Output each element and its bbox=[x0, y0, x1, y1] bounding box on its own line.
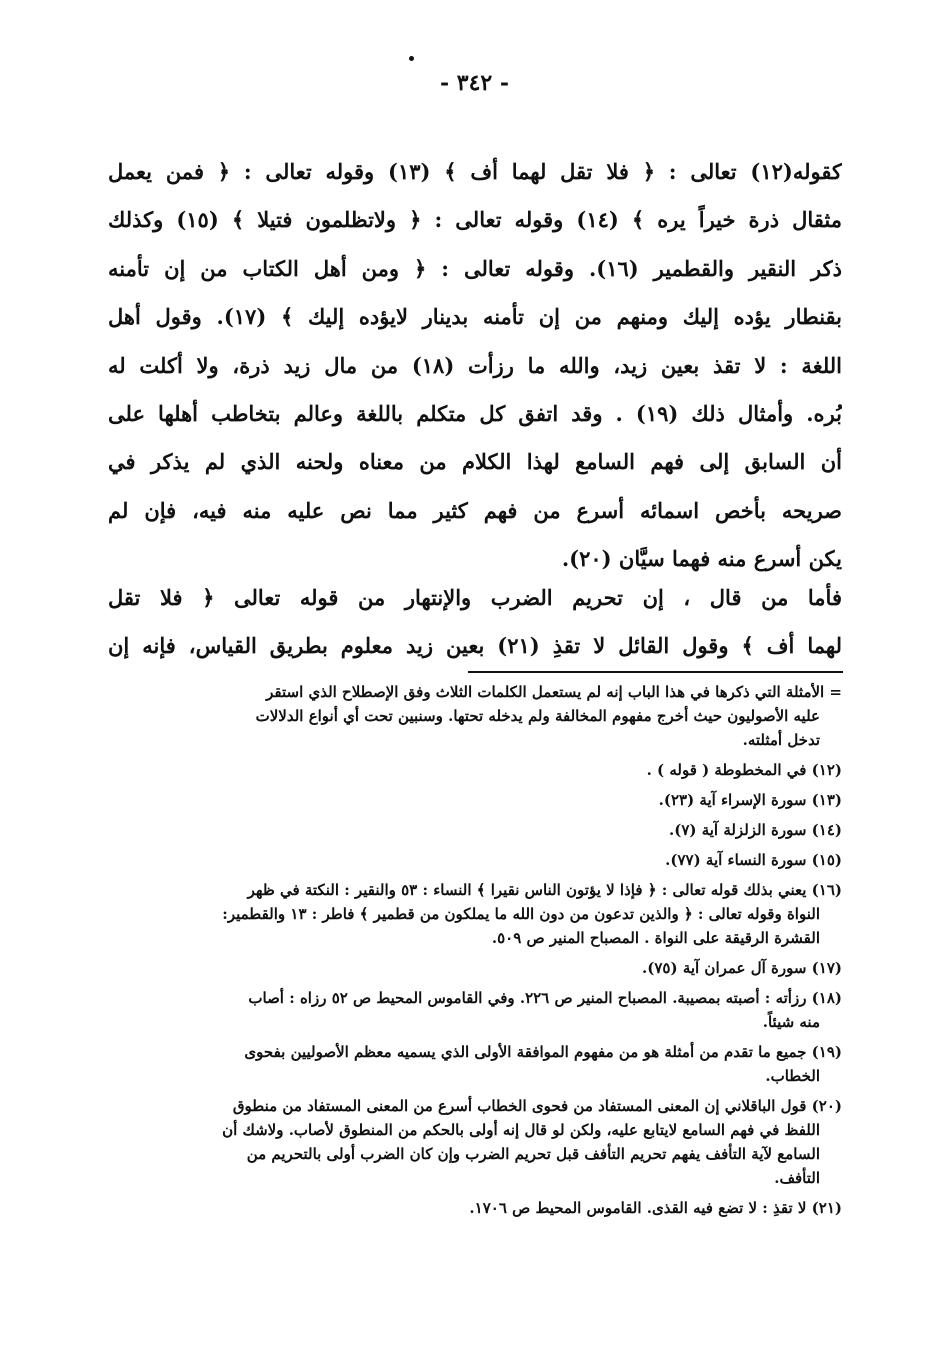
footnote-line: (١٣) سورة الإسراء آية (٢٣). bbox=[658, 791, 842, 809]
footnote-continued bbox=[118, 680, 842, 752]
page-number: - ٣٤٢ - bbox=[439, 70, 510, 96]
ink-dot bbox=[409, 56, 414, 61]
footnote-line: الخطاب. bbox=[765, 1067, 820, 1085]
footnote-line: السامع لآية التأفف يفهم تحريم التأفف قبل تحريم الضرب وإن كان الضرب أولى بالتحريم من bbox=[246, 1145, 820, 1163]
footnote-21 bbox=[118, 1196, 842, 1220]
footnote-19 bbox=[118, 1040, 842, 1088]
main-line: صريحه بأخص اسمائه أسرع من فهم كثير مما نص عليه منه فيه، فإن لم bbox=[108, 497, 842, 523]
footnote-14 bbox=[118, 818, 842, 842]
main-line: اللغة : لا تقذ بعين زيد، والله ما رزأت (١٨) من مال زيد ذرة، ولا أكلت له bbox=[108, 352, 842, 378]
main-line: ذكر النقير والقطمير (١٦). وقوله تعالى : ﴿ ومن أهل الكتاب من إن تأمنه bbox=[108, 255, 842, 281]
main-line: بُره. وأمثال ذلك (١٩) . وقد اتفق كل متكلم باللغة وعالم بتخاطب أهلها على bbox=[108, 400, 842, 426]
footnote-line: (٢٠) قول الباقلاني إن المعنى المستفاد من فحوى الخطاب أسرع من المعنى المستفاد من منطوق bbox=[232, 1097, 842, 1115]
footnote-line: (١٦) يعني بذلك قوله تعالى : ﴿ فإذا لا يؤتون الناس نقيرا ﴾ النساء : ٥٣ والنقير : النكتة في ظهر bbox=[247, 881, 842, 899]
footnote-line: (١٩) جميع ما تقدم من أمثلة هو من مفهوم الموافقة الأولى الذي يسميه معظم الأصوليين بفحوى bbox=[244, 1043, 842, 1061]
footnote-line: التأفف. bbox=[774, 1169, 820, 1187]
footnote-13 bbox=[118, 788, 842, 812]
footnote-separator bbox=[468, 671, 843, 673]
footnote-17 bbox=[118, 956, 842, 980]
footnote-line: (١٨) رزأته : أصبته بمصيبة. المصباح المنير ص ٢٢٦. وفي القاموس المحيط ص ٥٢ رزاه : أصاب bbox=[248, 989, 842, 1007]
footnote-line: النواة وقوله تعالى : ﴿ والذين تدعون من دون الله ما يملكون من قطمير ﴾ فاطر : ١٣ والقطمير: bbox=[222, 905, 820, 923]
second-paragraph bbox=[108, 574, 842, 670]
footnote-line: القشرة الرقيقة على النواة . المصباح المنير ص ٥٠٩. bbox=[491, 929, 820, 947]
footnote-line: (١٢) في المخطوطة ( قوله ) . bbox=[646, 761, 842, 779]
footnote-line: (١٥) سورة النساء آية (٧٧). bbox=[665, 851, 842, 869]
footnote-line: تدخل أمثلته. bbox=[742, 731, 820, 749]
main-line: كقوله(١٢) تعالى : ﴿ فلا تقل لهما أف ﴾ (١٣) وقوله تعالى : ﴿ فمن يعمل bbox=[108, 159, 842, 184]
footnotes bbox=[118, 680, 842, 1220]
footnote-18 bbox=[118, 986, 842, 1034]
footnote-15 bbox=[118, 848, 842, 872]
main-paragraph bbox=[108, 148, 842, 584]
main-line: أن السابق إلى فهم السامع لهذا الكلام من معناه ولحنه الذي لم يذكر في bbox=[108, 449, 842, 475]
footnote-line: عليه الأصوليون حيث أخرج مفهوم المخالفة ولم يدخله تحتها. وسنبين تحت أي أنواع الدلالات bbox=[255, 707, 820, 725]
main-line: بقنطار يؤده إليك ومنهم من إن تأمنه بدينار لايؤده إليك ﴾ (١٧). وقول أهل bbox=[108, 304, 842, 330]
footnote-line: اللفظ في فهم السامع لايتابع عليه، ولكن لو قال إنه أولى بالحكم من المنطوق لأصاب. ولاشك أن bbox=[222, 1121, 820, 1139]
footnote-12 bbox=[118, 758, 842, 782]
second-paragraph-line: فأما من قال ، إن تحريم الضرب والإنتهار من قوله تعالى ﴿ فلا تقل bbox=[108, 585, 842, 610]
second-paragraph-line: لهما أف ﴾ وقول القائل لا تقذِ (٢١) بعين زيد معلوم بطريق القياس، فإنه إن bbox=[108, 633, 842, 658]
footnote-line: (١٧) سورة آل عمران آية (٧٥). bbox=[642, 959, 842, 977]
footnote-line: (١٤) سورة الزلزلة آية (٧). bbox=[669, 821, 842, 839]
main-line: يكن أسرع منه فهما سيَّان (٢٠). bbox=[561, 546, 842, 572]
footnote-line: = الأمثلة التي ذكرها في هذا الباب إنه لم يستعمل الكلمات الثلاث وفق الإصطلاح الذي استقر bbox=[266, 683, 842, 701]
footnote-16 bbox=[118, 878, 842, 950]
footnote-line: منه شيئاً. bbox=[762, 1013, 820, 1031]
footnote-20 bbox=[118, 1094, 842, 1190]
footnote-line: (٢١) لا تقذِ : لا تضع فيه القذى. القاموس المحيط ص ١٧٠٦. bbox=[469, 1199, 842, 1217]
main-line: مثقال ذرة خيراً يره ﴾ (١٤) وقوله تعالى : ﴿ ولاتظلمون فتيلا ﴾ (١٥) وكذلك bbox=[108, 207, 842, 233]
